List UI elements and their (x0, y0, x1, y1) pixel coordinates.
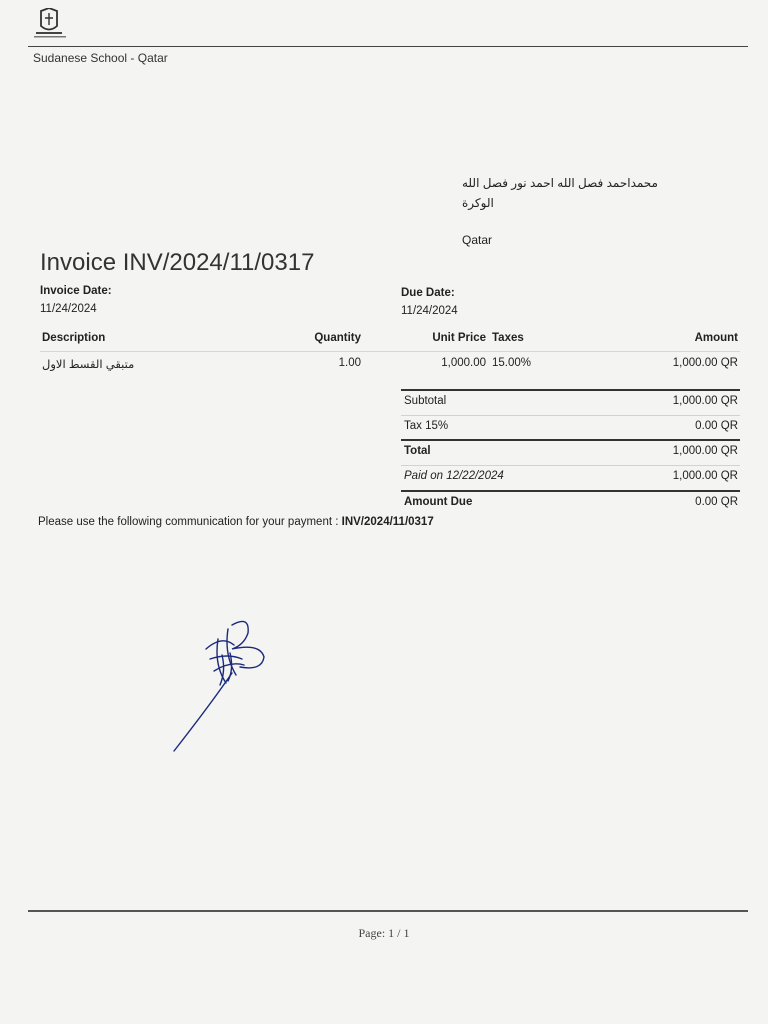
due-date-label: Due Date: (401, 287, 455, 299)
total-rule (401, 439, 740, 441)
totals-divider (401, 415, 740, 416)
col-amount: Amount (694, 332, 738, 344)
footer-rule (28, 910, 748, 912)
page-number: Page: 1 / 1 (358, 926, 410, 940)
payment-reference: INV/2024/11/0317 (341, 516, 434, 528)
col-description: Description (42, 332, 106, 344)
total-value: 1,000.00 QR (672, 445, 738, 457)
line-taxes: 15.00% (492, 357, 532, 369)
invoice-date-value: 11/24/2024 (40, 303, 97, 315)
table-header-rule (40, 351, 740, 352)
totals-divider (401, 465, 740, 466)
line-amount: 1,000.00 QR (672, 357, 738, 369)
paid-value: 1,000.00 QR (672, 470, 738, 482)
school-crest-icon (32, 8, 80, 46)
company-name: Sudanese School - Qatar (33, 51, 168, 65)
tax-label: Tax 15% (404, 420, 449, 432)
tax-value: 0.00 QR (695, 420, 738, 432)
col-taxes: Taxes (492, 332, 524, 344)
handwritten-signature (170, 615, 275, 755)
paid-label: Paid on 12/22/2024 (404, 470, 504, 482)
payment-communication-text: Please use the following communication for your payment : (38, 516, 342, 528)
amount-due-rule (401, 490, 740, 492)
line-quantity: 1.00 (338, 357, 361, 369)
invoice-title: Invoice INV/2024/11/0317 (40, 249, 315, 276)
invoice-date-label: Invoice Date: (40, 285, 112, 297)
line-unit-price: 1,000.00 (441, 357, 486, 369)
header-rule (28, 46, 748, 47)
partner-city: الوكرة (462, 196, 494, 210)
partner-country: Qatar (462, 233, 493, 247)
payment-communication (38, 516, 434, 528)
subtotal-value: 1,000.00 QR (672, 395, 738, 407)
line-description: متبقي القسط الاول (42, 359, 135, 371)
partner-name: محمداحمد فصل الله احمد نور فصل الله (462, 176, 658, 190)
totals-top-rule (401, 389, 740, 391)
due-date-value: 11/24/2024 (401, 305, 458, 317)
col-unit-price: Unit Price (432, 332, 486, 344)
amount-due-value: 0.00 QR (695, 496, 738, 508)
col-quantity: Quantity (314, 332, 361, 344)
total-label: Total (404, 445, 431, 457)
subtotal-label: Subtotal (404, 395, 447, 407)
amount-due-label: Amount Due (404, 496, 473, 508)
